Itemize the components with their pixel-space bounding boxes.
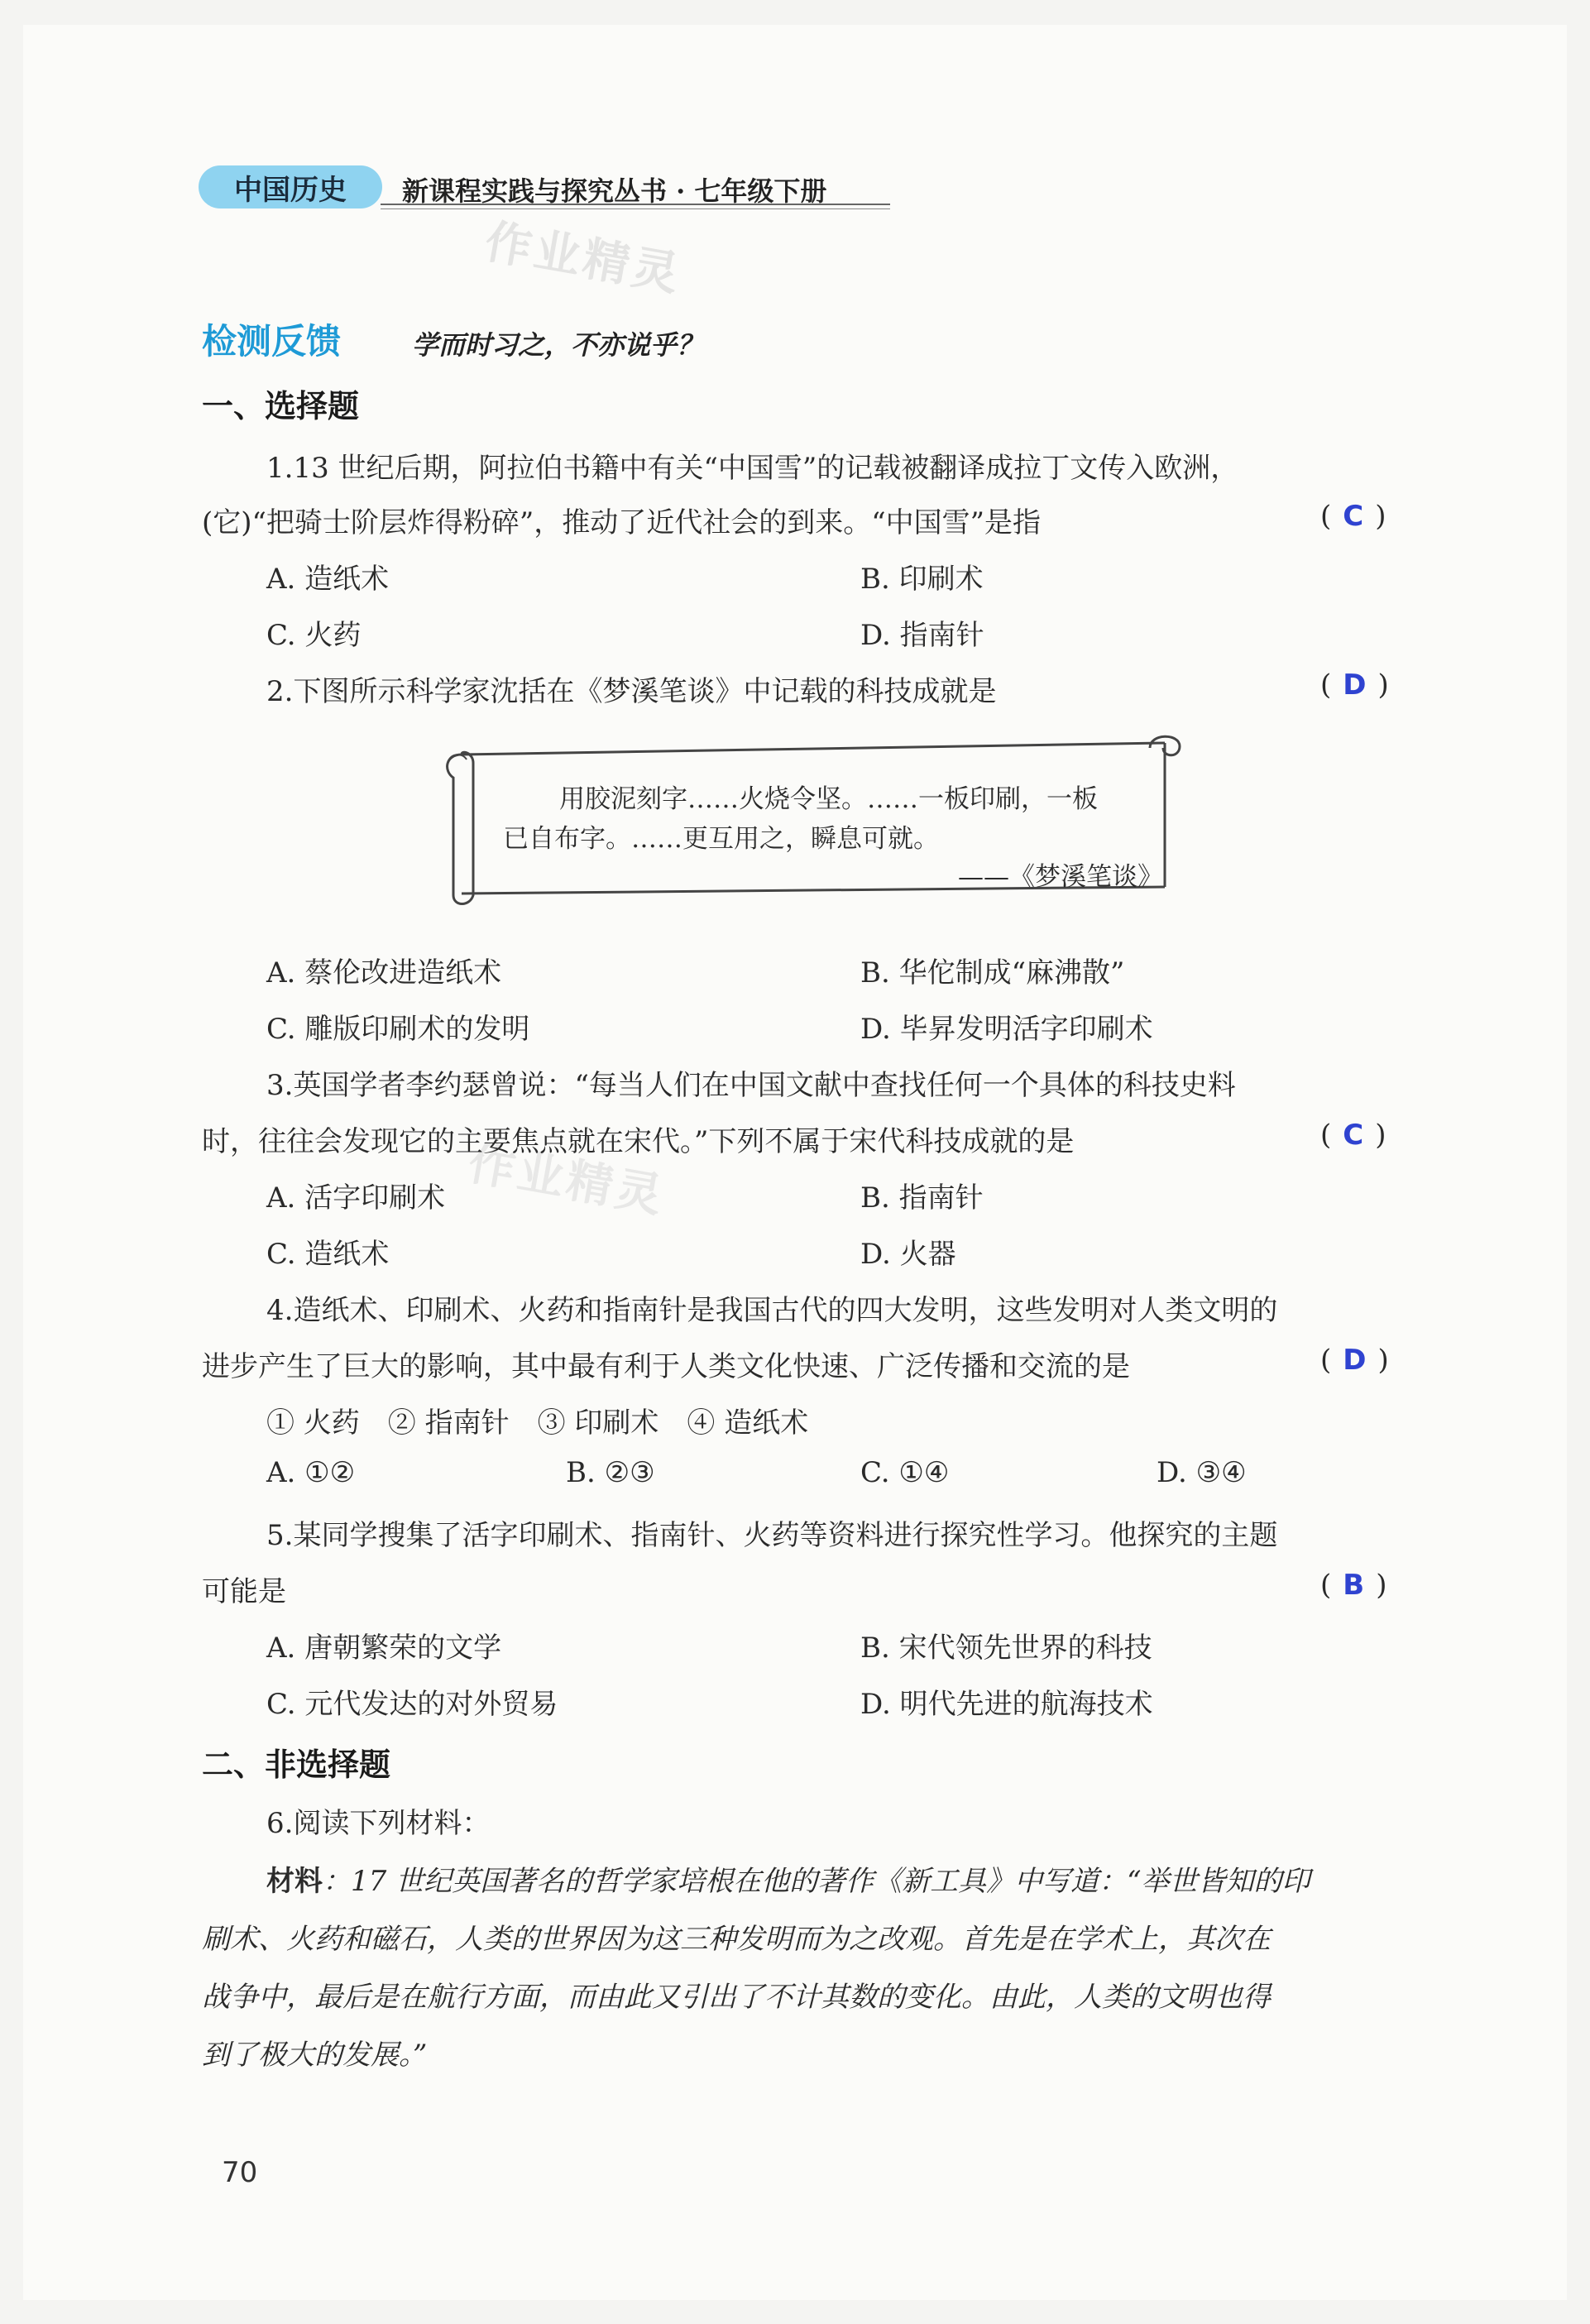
q5-stem-line1: 5.某同学搜集了活字印刷术、指南针、火药等资料进行探究性学习。他探究的主题: [266, 1519, 1278, 1552]
q2-option-d[interactable]: D. 毕昇发明活字印刷术: [860, 1013, 1153, 1046]
scroll-quote-line2: 已自布字。……更互用之，瞬息可就。: [503, 824, 939, 854]
q3-stem-line2: 时，往往会发现它的主要焦点就在宋代。”下列不属于宋代科技成就的是: [202, 1125, 1075, 1158]
part-one-title: 一、选择题: [202, 388, 360, 424]
header-rule-thin: [381, 208, 890, 209]
section-title: 检测反馈: [202, 321, 342, 362]
series-title: 新课程实践与探究丛书 · 七年级下册: [402, 175, 827, 207]
q6-material-line1: [266, 1858, 1310, 1899]
q2-stem: 2.下图所示科学家沈括在《梦溪笔谈》中记载的科技成就是: [266, 675, 997, 708]
q1-option-a[interactable]: A. 造纸术: [266, 563, 390, 596]
scroll-quote-line1: 用胶泥刻字……火烧令坚。……一板印刷，一板: [559, 784, 1098, 814]
material-label: 材料: [266, 1865, 323, 1898]
q6-material-line4: 到了极大的发展。”: [202, 2039, 428, 2072]
q1-answer-letter: C: [1343, 500, 1364, 533]
q5-option-a[interactable]: A. 唐朝繁荣的文学: [266, 1632, 502, 1665]
q4-stem-line2: 进步产生了巨大的影响，其中最有利于人类文化快速、广泛传播和交流的是: [202, 1350, 1130, 1383]
subject-tab: 中国历史: [199, 165, 382, 208]
q5-answer-letter: B: [1343, 1569, 1365, 1602]
q3-stem-line1: 3.英国学者李约瑟曾说：“每当人们在中国文献中查找任何一个具体的科技史料: [266, 1069, 1236, 1102]
q5-answer: ( B ): [1320, 1569, 1387, 1602]
q4-answer-letter: D: [1343, 1344, 1367, 1377]
section-motto: 学而时习之，不亦说乎？: [412, 329, 704, 361]
q6-material-line3: 战争中，最后是在航行方面，而由此又引出了不计其数的变化。由此，人类的文明也得: [202, 1981, 1271, 2014]
q2-answer: ( D ): [1320, 668, 1389, 702]
q1-option-c[interactable]: C. 火药: [266, 619, 362, 652]
q5-option-c[interactable]: C. 元代发达的对外贸易: [266, 1688, 558, 1721]
q5-option-b[interactable]: B. 宋代领先世界的科技: [860, 1632, 1152, 1665]
page-number: 70: [222, 2156, 258, 2189]
header-rule: [381, 204, 890, 205]
q1-option-d[interactable]: D. 指南针: [860, 619, 984, 652]
q1-option-b[interactable]: B. 印刷术: [860, 563, 984, 596]
q2-option-b[interactable]: B. 华佗制成“麻沸散”: [860, 956, 1125, 989]
q2-option-a[interactable]: A. 蔡伦改进造纸术: [266, 956, 502, 989]
q3-answer: ( C ): [1320, 1119, 1386, 1152]
part-two-title: 二、非选择题: [202, 1747, 391, 1783]
page-sheet: [23, 25, 1567, 2300]
q1-stem-line2: (它)“把骑士阶层炸得粉碎”，推动了近代社会的到来。“中国雪”是指: [202, 506, 1042, 539]
q4-stem-line1: 4.造纸术、印刷术、火药和指南针是我国古代的四大发明，这些发明对人类文明的: [266, 1294, 1278, 1327]
material-text-1: ：17 世纪英国著名的哲学家培根在他的著作《新工具》中写道：“举世皆知的印: [323, 1865, 1310, 1898]
q3-option-d[interactable]: D. 火器: [860, 1238, 956, 1271]
q4-option-a[interactable]: A. ①②: [266, 1456, 356, 1489]
q1-stem-line1: 1.13 世纪后期，阿拉伯书籍中有关“中国雪”的记载被翻译成拉丁文传入欧洲，: [266, 452, 1239, 485]
q1-answer: ( C ): [1320, 500, 1386, 533]
q4-items: ① 火药 ② 指南针 ③ 印刷术 ④ 造纸术: [266, 1406, 809, 1440]
scroll-quote-source: ——《梦溪笔谈》: [958, 862, 1163, 892]
q3-option-c[interactable]: C. 造纸术: [266, 1238, 390, 1271]
q5-stem-line2: 可能是: [202, 1575, 286, 1608]
watermark-top: 作业精灵: [481, 214, 687, 303]
q3-option-a[interactable]: A. 活字印刷术: [266, 1181, 446, 1215]
q2-answer-letter: D: [1343, 668, 1367, 702]
q5-option-d[interactable]: D. 明代先进的航海技术: [860, 1688, 1153, 1721]
q3-option-b[interactable]: B. 指南针: [860, 1181, 984, 1215]
q6-material-line2: 刷术、火药和磁石，人类的世界因为这三种发明而为之改观。首先是在学术上，其次在: [202, 1923, 1271, 1956]
q6-stem: 6.阅读下列材料：: [266, 1807, 491, 1840]
q2-option-c[interactable]: C. 雕版印刷术的发明: [266, 1013, 530, 1046]
q4-answer: ( D ): [1320, 1344, 1389, 1377]
q4-option-c[interactable]: C. ①④: [860, 1456, 950, 1489]
watermark-middle: 作业精灵: [464, 1136, 670, 1224]
q3-answer-letter: C: [1343, 1119, 1364, 1152]
q4-option-d[interactable]: D. ③④: [1157, 1456, 1247, 1489]
q4-option-b[interactable]: B. ②③: [566, 1456, 655, 1489]
